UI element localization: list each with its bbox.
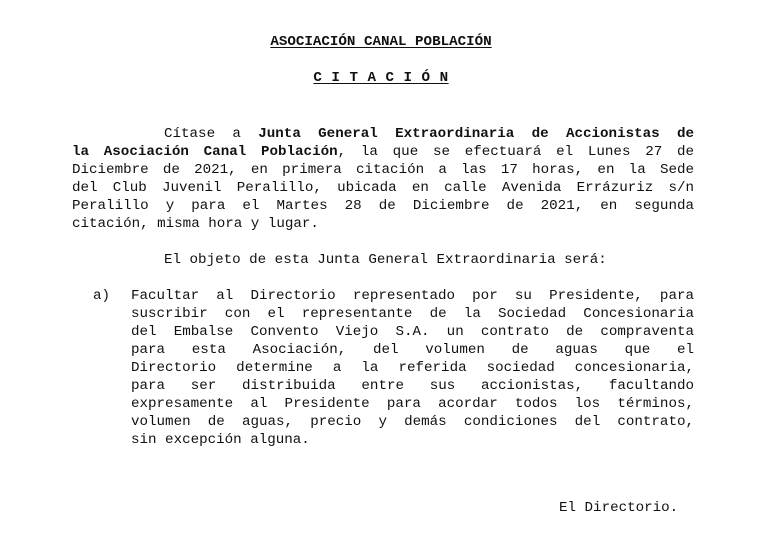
paragraph-line: Peralillo y para el Martes 28 de Diciembre de 2021, en segunda	[72, 198, 694, 214]
signature: El Directorio.	[559, 500, 679, 516]
list-item-line: volumen de aguas, precio y demás condiciones del contrato,	[131, 414, 694, 430]
paragraph-text: Cítase a	[164, 126, 259, 142]
paragraph-object: El objeto de esta Junta General Extraordinaria será:	[164, 252, 607, 268]
organization-header: ASOCIACIÓN CANAL POBLACIÓN	[270, 34, 492, 50]
paragraph-line: Diciembre de 2021, en primera citación a las 17 horas, en la Sede	[72, 162, 694, 178]
list-marker: a)	[93, 288, 111, 304]
list-item-line: sin excepción alguna.	[131, 432, 310, 448]
paragraph-line	[72, 143, 694, 161]
list-item-line: Directorio determine a la referida sociedad concesionaria,	[131, 360, 694, 376]
paragraph-line: citación, misma hora y lugar.	[72, 216, 319, 232]
paragraph-line: del Club Juvenil Peralillo, ubicada en calle Avenida Errázuriz s/n	[72, 180, 694, 196]
document-title: C I T A C I Ó N	[313, 70, 449, 86]
list-item-line: para esta Asociación, del volumen de aguas que el	[131, 342, 694, 358]
list-item-line: suscribir con el representante de la Sociedad Concesionaria	[131, 306, 694, 322]
paragraph-bold-text: Junta General Extraordinaria de Accionistas de	[258, 126, 695, 142]
list-item-line: expresamente al Presidente para acordar todos los términos,	[131, 396, 694, 412]
paragraph-bold-text: la Asociación Canal Población	[72, 144, 338, 160]
paragraph-line	[164, 125, 694, 143]
paragraph-text: , la que se efectuará el Lunes 27 de	[337, 144, 695, 160]
list-item-line: del Embalse Convento Viejo S.A. un contrato de compraventa	[131, 324, 694, 340]
list-item-line: para ser distribuida entre sus accionistas, facultando	[131, 378, 694, 394]
list-item-line: Facultar al Directorio representado por su Presidente, para	[131, 288, 694, 304]
